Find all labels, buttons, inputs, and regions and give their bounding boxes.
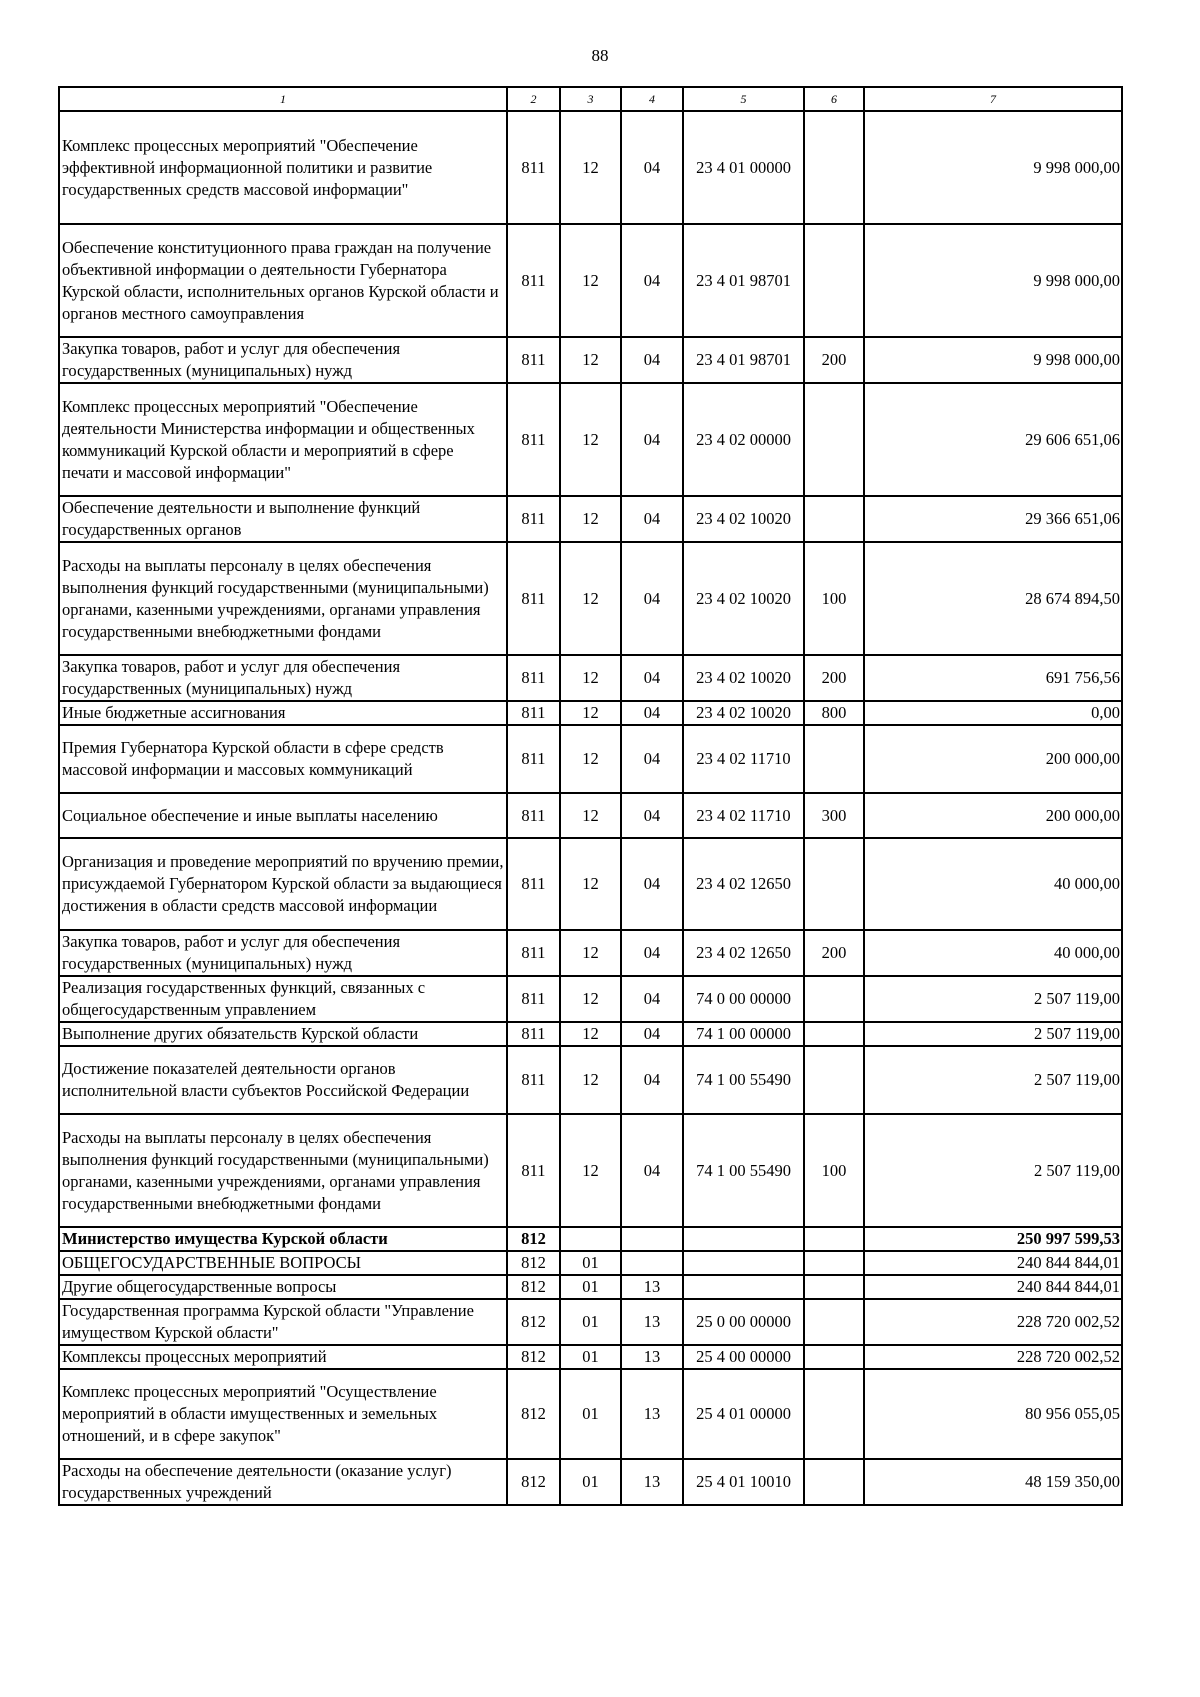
- row-name: Закупка товаров, работ и услуг для обеспечения государственных (муниципальных) нужд: [59, 655, 507, 701]
- row-expense-type: [804, 1227, 864, 1251]
- row-amount: 29 366 651,06: [864, 496, 1122, 542]
- table-row: [59, 930, 1122, 976]
- row-code: 811: [507, 337, 560, 383]
- row-subsection: 04: [621, 542, 683, 655]
- row-code: 811: [507, 930, 560, 976]
- row-subsection: 04: [621, 1022, 683, 1046]
- row-section: 12: [560, 976, 621, 1022]
- row-target-article: 23 4 02 10020: [683, 701, 804, 725]
- row-target-article: 74 1 00 55490: [683, 1114, 804, 1227]
- row-expense-type: 300: [804, 793, 864, 838]
- row-name: Комплекс процессных мероприятий "Обеспечение деятельности Министерства информации и общественных коммуникаций Курской области и мероприятий в сфере печати и массовой информации": [59, 383, 507, 496]
- row-name: Комплекс процессных мероприятий "Осуществление мероприятий в области имущественных и земельных отношений, и в сфере закупок": [59, 1369, 507, 1459]
- row-section: 12: [560, 1114, 621, 1227]
- row-code: 811: [507, 701, 560, 725]
- row-section: 01: [560, 1369, 621, 1459]
- row-expense-type: [804, 1046, 864, 1114]
- row-code: 811: [507, 1022, 560, 1046]
- row-section: 12: [560, 793, 621, 838]
- row-amount: 9 998 000,00: [864, 224, 1122, 337]
- row-code: 812: [507, 1345, 560, 1369]
- row-name: Государственная программа Курской области "Управление имуществом Курской области": [59, 1299, 507, 1345]
- row-section: 12: [560, 655, 621, 701]
- row-code: 811: [507, 111, 560, 224]
- row-amount: 691 756,56: [864, 655, 1122, 701]
- row-name: Комплекс процессных мероприятий "Обеспечение эффективной информационной политики и развитие государственных средств массовой информации": [59, 111, 507, 224]
- table-row: [59, 224, 1122, 337]
- row-target-article: 74 0 00 00000: [683, 976, 804, 1022]
- row-amount: 0,00: [864, 701, 1122, 725]
- row-expense-type: [804, 1275, 864, 1299]
- table-row: [59, 725, 1122, 793]
- row-section: 12: [560, 1022, 621, 1046]
- table-row: [59, 838, 1122, 930]
- row-code: 811: [507, 655, 560, 701]
- row-section: 12: [560, 383, 621, 496]
- row-target-article: 23 4 01 98701: [683, 224, 804, 337]
- table-row: [59, 1251, 1122, 1275]
- row-code: 811: [507, 976, 560, 1022]
- row-target-article: 23 4 02 10020: [683, 496, 804, 542]
- row-code: 811: [507, 1114, 560, 1227]
- row-code: 811: [507, 224, 560, 337]
- row-name: Обеспечение деятельности и выполнение функций государственных органов: [59, 496, 507, 542]
- table-row: [59, 1275, 1122, 1299]
- table-row: [59, 1022, 1122, 1046]
- row-name: Премия Губернатора Курской области в сфере средств массовой информации и массовых коммуникаций: [59, 725, 507, 793]
- row-amount: 2 507 119,00: [864, 1114, 1122, 1227]
- row-subsection: 13: [621, 1459, 683, 1505]
- table-row: [59, 701, 1122, 725]
- column-header: 1: [59, 87, 507, 111]
- row-code: 812: [507, 1369, 560, 1459]
- table-row: [59, 976, 1122, 1022]
- row-subsection: 13: [621, 1275, 683, 1299]
- row-code: 811: [507, 496, 560, 542]
- row-amount: 9 998 000,00: [864, 111, 1122, 224]
- table-row: [59, 1459, 1122, 1505]
- row-subsection: 04: [621, 930, 683, 976]
- row-name: Министерство имущества Курской области: [59, 1227, 507, 1251]
- row-amount: 250 997 599,53: [864, 1227, 1122, 1251]
- row-name: Комплексы процессных мероприятий: [59, 1345, 507, 1369]
- row-code: 812: [507, 1459, 560, 1505]
- row-section: 12: [560, 496, 621, 542]
- row-amount: 40 000,00: [864, 838, 1122, 930]
- row-section: 01: [560, 1275, 621, 1299]
- row-amount: 2 507 119,00: [864, 976, 1122, 1022]
- row-section: 01: [560, 1345, 621, 1369]
- row-section: 12: [560, 838, 621, 930]
- row-amount: 28 674 894,50: [864, 542, 1122, 655]
- row-target-article: [683, 1251, 804, 1275]
- row-subsection: 04: [621, 337, 683, 383]
- row-target-article: 23 4 02 12650: [683, 930, 804, 976]
- row-amount: 40 000,00: [864, 930, 1122, 976]
- row-subsection: 04: [621, 655, 683, 701]
- row-code: 811: [507, 793, 560, 838]
- table-row: [59, 337, 1122, 383]
- table-row: [59, 383, 1122, 496]
- row-expense-type: 100: [804, 1114, 864, 1227]
- row-target-article: [683, 1275, 804, 1299]
- row-expense-type: [804, 1345, 864, 1369]
- row-name: Расходы на обеспечение деятельности (оказание услуг) государственных учреждений: [59, 1459, 507, 1505]
- row-section: 12: [560, 725, 621, 793]
- row-name: ОБЩЕГОСУДАРСТВЕННЫЕ ВОПРОСЫ: [59, 1251, 507, 1275]
- row-subsection: 04: [621, 383, 683, 496]
- row-code: 811: [507, 1046, 560, 1114]
- table-row: [59, 1046, 1122, 1114]
- row-name: Закупка товаров, работ и услуг для обеспечения государственных (муниципальных) нужд: [59, 337, 507, 383]
- row-name: Обеспечение конституционного права граждан на получение объективной информации о деятельности Губернатора Курской области, исполнительных органов Курской области и органов местного самоуправления: [59, 224, 507, 337]
- row-expense-type: [804, 725, 864, 793]
- row-expense-type: [804, 838, 864, 930]
- row-subsection: 04: [621, 701, 683, 725]
- table-row: [59, 655, 1122, 701]
- row-section: 01: [560, 1251, 621, 1275]
- row-expense-type: [804, 111, 864, 224]
- row-amount: 228 720 002,52: [864, 1345, 1122, 1369]
- row-code: 812: [507, 1299, 560, 1345]
- row-amount: 29 606 651,06: [864, 383, 1122, 496]
- page-number: 88: [591, 46, 609, 65]
- row-name: Социальное обеспечение и иные выплаты населению: [59, 793, 507, 838]
- row-target-article: 23 4 01 98701: [683, 337, 804, 383]
- row-amount: 80 956 055,05: [864, 1369, 1122, 1459]
- row-name: Организация и проведение мероприятий по вручению премии, присуждаемой Губернатором Курской области за выдающиеся достижения в области средств массовой информации: [59, 838, 507, 930]
- row-code: 811: [507, 542, 560, 655]
- table-row: [59, 1369, 1122, 1459]
- row-expense-type: 200: [804, 930, 864, 976]
- row-code: 812: [507, 1251, 560, 1275]
- row-name: Закупка товаров, работ и услуг для обеспечения государственных (муниципальных) нужд: [59, 930, 507, 976]
- row-expense-type: 800: [804, 701, 864, 725]
- row-name: Расходы на выплаты персоналу в целях обеспечения выполнения функций государственными (муниципальными) органами, казенными учреждениями, органами управления государственными внебюджетными фондами: [59, 542, 507, 655]
- row-target-article: 23 4 02 10020: [683, 542, 804, 655]
- row-section: 12: [560, 1046, 621, 1114]
- row-expense-type: [804, 1459, 864, 1505]
- row-target-article: 23 4 01 00000: [683, 111, 804, 224]
- column-header: 4: [621, 87, 683, 111]
- row-target-article: 74 1 00 00000: [683, 1022, 804, 1046]
- row-target-article: 23 4 02 00000: [683, 383, 804, 496]
- row-target-article: 25 0 00 00000: [683, 1299, 804, 1345]
- row-name: Достижение показателей деятельности органов исполнительной власти субъектов Российской Федерации: [59, 1046, 507, 1114]
- row-subsection: 04: [621, 838, 683, 930]
- budget-table: [58, 86, 1123, 1506]
- row-name: Выполнение других обязательств Курской области: [59, 1022, 507, 1046]
- row-subsection: 13: [621, 1345, 683, 1369]
- row-target-article: 23 4 02 12650: [683, 838, 804, 930]
- table-row: [59, 496, 1122, 542]
- row-expense-type: 100: [804, 542, 864, 655]
- row-subsection: 13: [621, 1299, 683, 1345]
- row-subsection: 04: [621, 976, 683, 1022]
- column-header: 6: [804, 87, 864, 111]
- row-amount: 240 844 844,01: [864, 1275, 1122, 1299]
- row-amount: 240 844 844,01: [864, 1251, 1122, 1275]
- row-target-article: [683, 1227, 804, 1251]
- row-subsection: 13: [621, 1369, 683, 1459]
- row-expense-type: 200: [804, 337, 864, 383]
- column-header: 2: [507, 87, 560, 111]
- row-expense-type: [804, 1022, 864, 1046]
- row-subsection: 04: [621, 793, 683, 838]
- row-target-article: 25 4 00 00000: [683, 1345, 804, 1369]
- row-section: 12: [560, 111, 621, 224]
- row-section: 12: [560, 337, 621, 383]
- row-amount: 228 720 002,52: [864, 1299, 1122, 1345]
- row-amount: 2 507 119,00: [864, 1046, 1122, 1114]
- row-subsection: 04: [621, 111, 683, 224]
- row-expense-type: [804, 383, 864, 496]
- row-target-article: 74 1 00 55490: [683, 1046, 804, 1114]
- row-code: 811: [507, 383, 560, 496]
- column-header-row: [59, 87, 1122, 111]
- row-subsection: 04: [621, 224, 683, 337]
- row-section: 12: [560, 701, 621, 725]
- row-subsection: 04: [621, 1046, 683, 1114]
- row-code: 811: [507, 838, 560, 930]
- table-row: [59, 1299, 1122, 1345]
- row-expense-type: [804, 1369, 864, 1459]
- row-target-article: 23 4 02 11710: [683, 793, 804, 838]
- table-row: [59, 793, 1122, 838]
- row-amount: 9 998 000,00: [864, 337, 1122, 383]
- row-amount: 200 000,00: [864, 725, 1122, 793]
- column-header: 5: [683, 87, 804, 111]
- row-name: Расходы на выплаты персоналу в целях обеспечения выполнения функций государственными (муниципальными) органами, казенными учреждениями, органами управления государственными внебюджетными фондами: [59, 1114, 507, 1227]
- row-amount: 2 507 119,00: [864, 1022, 1122, 1046]
- table-row: [59, 1114, 1122, 1227]
- row-expense-type: [804, 224, 864, 337]
- row-expense-type: [804, 1251, 864, 1275]
- row-expense-type: [804, 976, 864, 1022]
- row-expense-type: [804, 1299, 864, 1345]
- row-code: 811: [507, 725, 560, 793]
- row-code: 812: [507, 1275, 560, 1299]
- row-name: Иные бюджетные ассигнования: [59, 701, 507, 725]
- table-row: [59, 1227, 1122, 1251]
- row-subsection: 04: [621, 1114, 683, 1227]
- row-subsection: [621, 1227, 683, 1251]
- row-section: 12: [560, 542, 621, 655]
- column-header: 3: [560, 87, 621, 111]
- row-section: 12: [560, 224, 621, 337]
- row-target-article: 25 4 01 10010: [683, 1459, 804, 1505]
- row-subsection: 04: [621, 725, 683, 793]
- table-row: [59, 1345, 1122, 1369]
- row-section: 12: [560, 930, 621, 976]
- row-section: [560, 1227, 621, 1251]
- row-target-article: 23 4 02 11710: [683, 725, 804, 793]
- table-row: [59, 542, 1122, 655]
- row-target-article: 25 4 01 00000: [683, 1369, 804, 1459]
- row-subsection: [621, 1251, 683, 1275]
- row-expense-type: [804, 496, 864, 542]
- row-name: Другие общегосударственные вопросы: [59, 1275, 507, 1299]
- row-section: 01: [560, 1299, 621, 1345]
- row-target-article: 23 4 02 10020: [683, 655, 804, 701]
- row-expense-type: 200: [804, 655, 864, 701]
- row-section: 01: [560, 1459, 621, 1505]
- row-name: Реализация государственных функций, связанных с общегосударственным управлением: [59, 976, 507, 1022]
- row-subsection: 04: [621, 496, 683, 542]
- table-row: [59, 111, 1122, 224]
- row-amount: 200 000,00: [864, 793, 1122, 838]
- column-header: 7: [864, 87, 1122, 111]
- row-amount: 48 159 350,00: [864, 1459, 1122, 1505]
- row-code: 812: [507, 1227, 560, 1251]
